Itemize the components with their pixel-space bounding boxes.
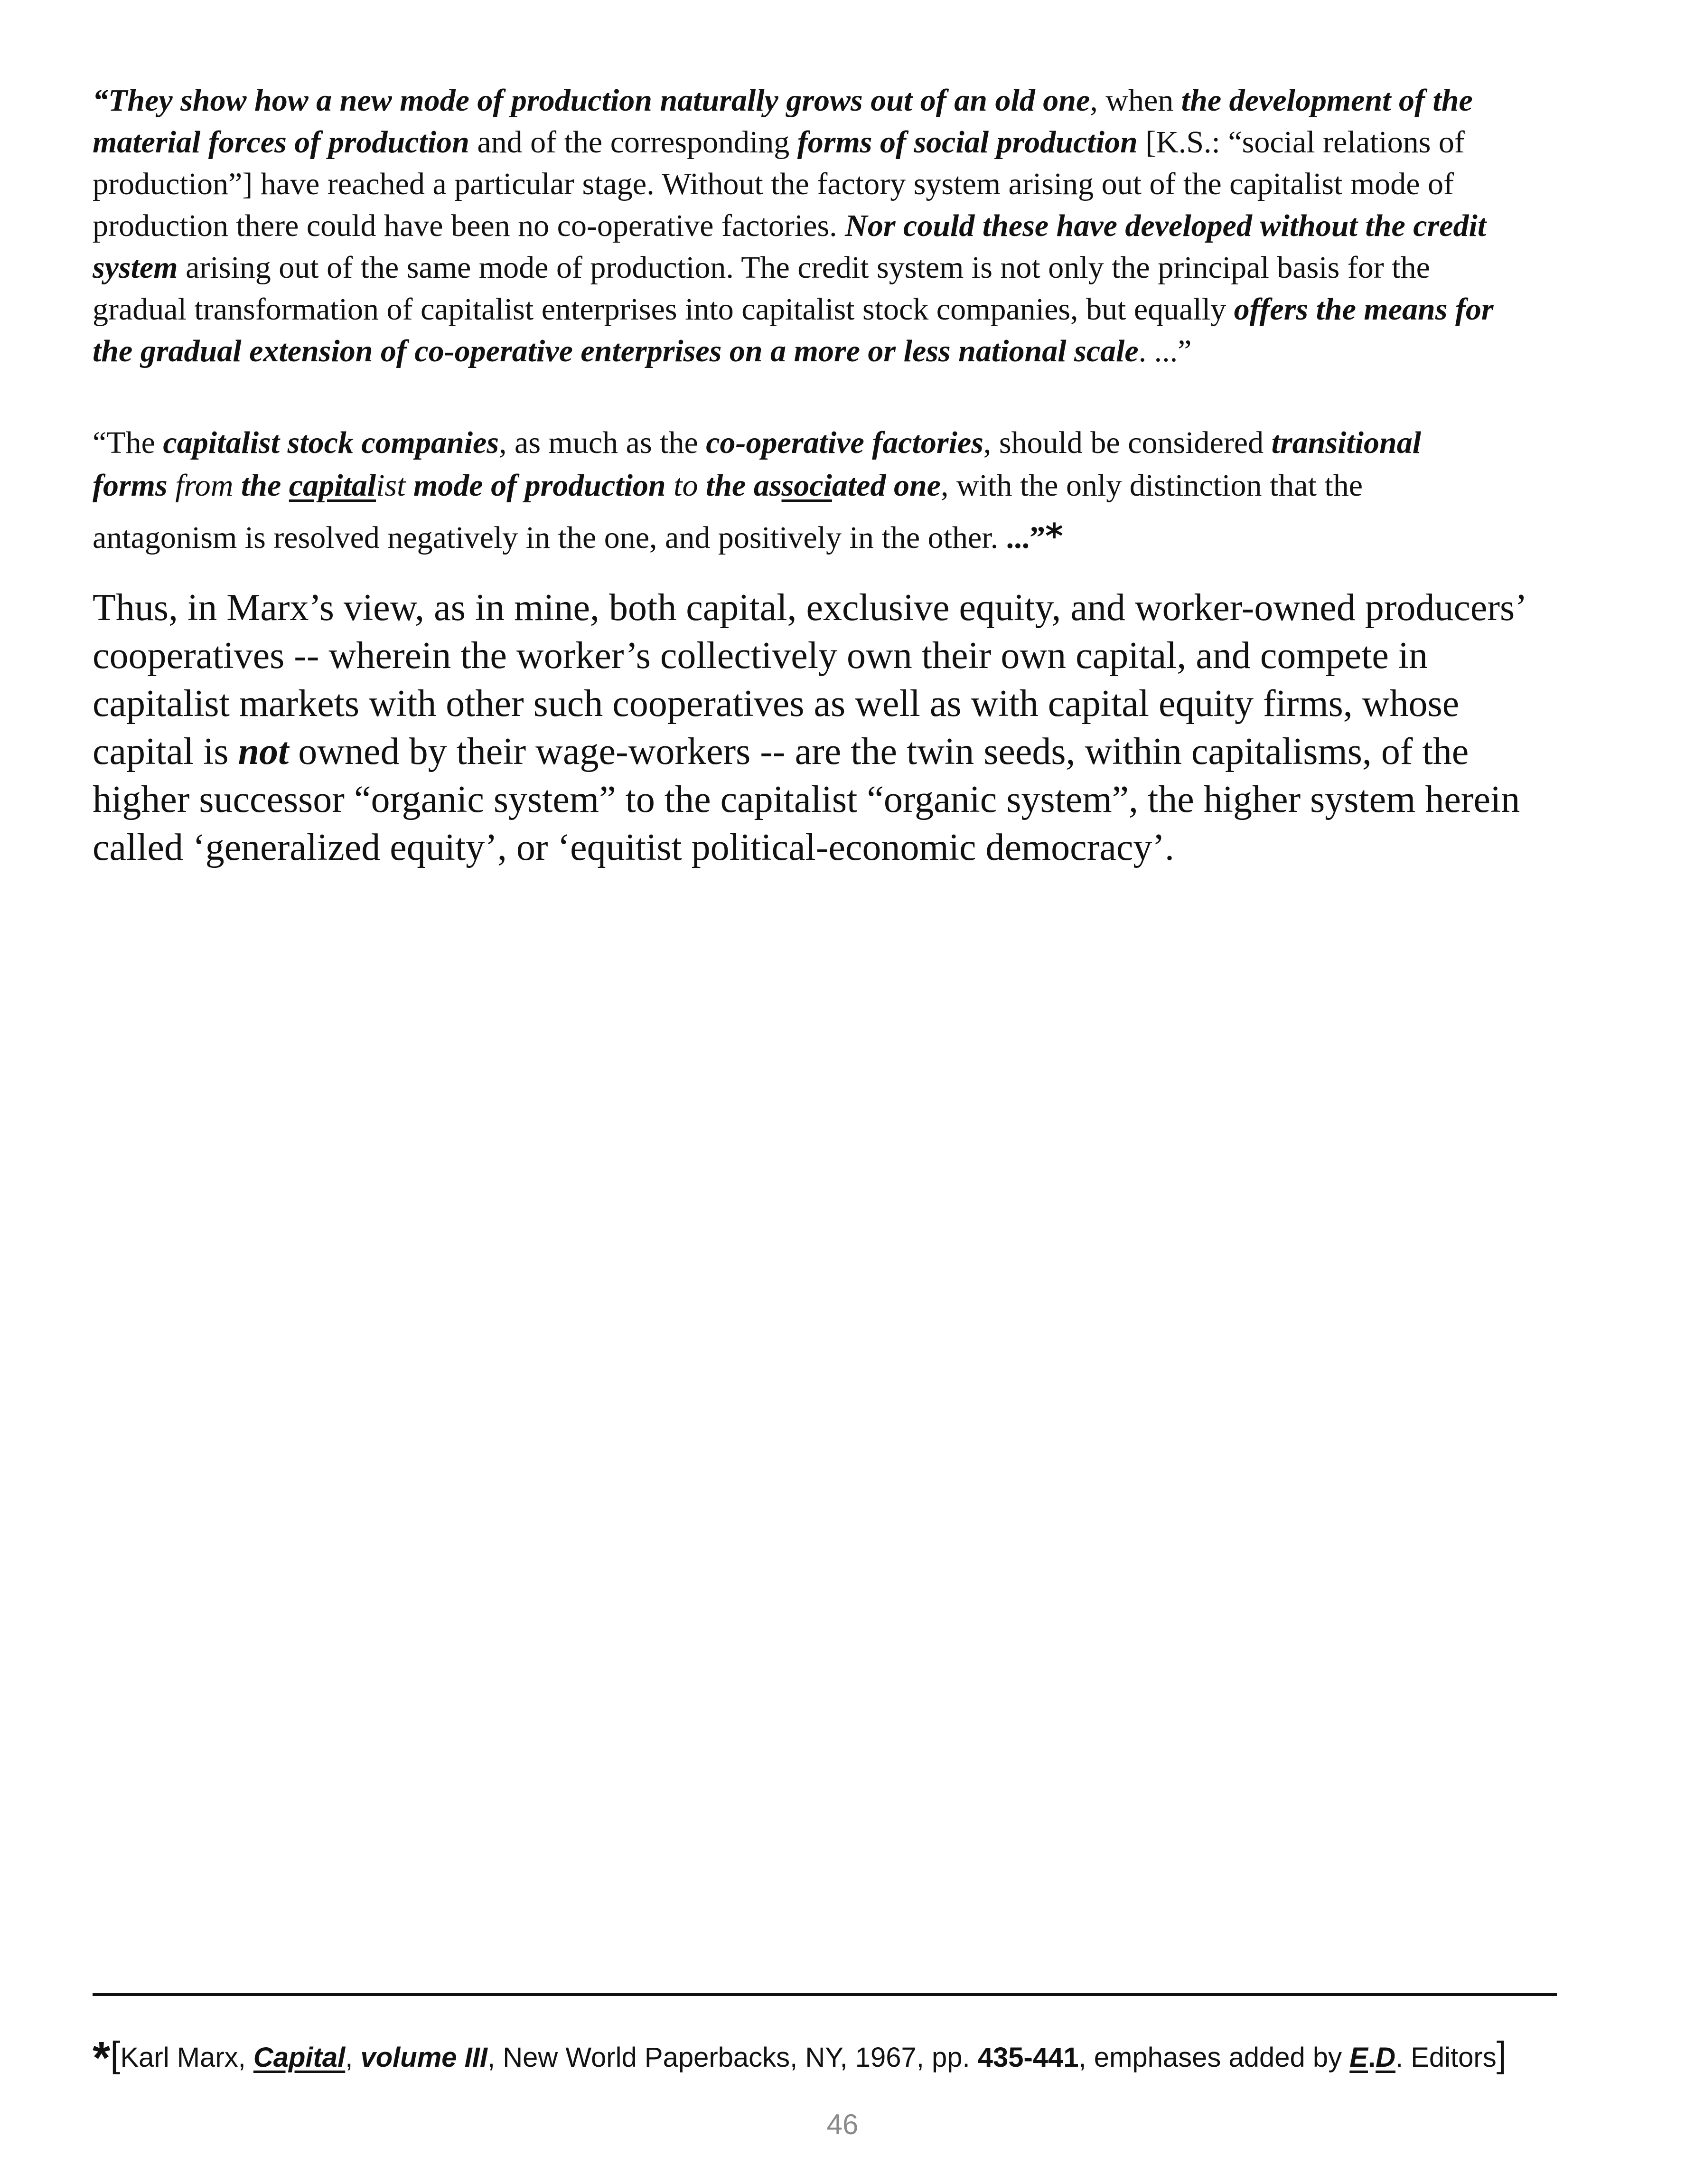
footnote-divider bbox=[93, 1993, 1557, 1996]
footnote-marker: * bbox=[1045, 516, 1063, 556]
body-paragraph bbox=[93, 584, 1621, 872]
paragraph-line-3: capitalist markets with other such cooperatives as well as with capital equity firms, whose bbox=[93, 683, 1460, 725]
quote1-line-4: production there could have been no co-operative factories. Nor could these have developed without the credit bbox=[93, 208, 1487, 243]
footnote: *[Karl Marx, Capital, volume III, New World Paperbacks, NY, 1967, pp. 435-441, emphases added by E.D. Editors] bbox=[93, 2033, 1507, 2083]
quote2-line-3: antagonism is resolved negatively in the one, and positively in the other. ...”* bbox=[93, 516, 1063, 556]
page-number: 46 bbox=[826, 2109, 859, 2140]
quote1-line-2: material forces of production and of the corresponding forms of social production [K.S.: “social relations of bbox=[93, 125, 1465, 160]
quote1-line-3: production”] have reached a particular stage. Without the factory system arising out of the capitalist mode of bbox=[93, 167, 1454, 201]
footnote-star: * bbox=[93, 2033, 111, 2083]
marx-quote-1 bbox=[93, 80, 1592, 372]
quote1-line-1: “They show how a new mode of production naturally grows out of an old one, when the development of the bbox=[93, 83, 1473, 118]
quote1-line-6: gradual transformation of capitalist enterprises into capitalist stock companies, but equally offers the means for bbox=[93, 292, 1494, 327]
quote2-line-1: “The capitalist stock companies, as much as the co-operative factories, should be considered transitional bbox=[93, 425, 1422, 460]
marx-quote-2 bbox=[93, 422, 1592, 559]
quote1-line-7: the gradual extension of co-operative enterprises on a more or less national scale. ...” bbox=[93, 334, 1192, 368]
paragraph-line-1: Thus, in Marx’s view, as in mine, both capital, exclusive equity, and worker-owned producers’ bbox=[93, 587, 1527, 629]
paragraph-line-5: higher successor “organic system” to the capitalist “organic system”, the higher system herein bbox=[93, 779, 1520, 820]
paragraph-line-6: called ‘generalized equity’, or ‘equitist political-economic democracy’. bbox=[93, 827, 1174, 868]
paragraph-line-4: capital is not owned by their wage-workers -- are the twin seeds, within capitalisms, of the bbox=[93, 731, 1469, 772]
paragraph-line-2: cooperatives -- wherein the worker’s collectively own their own capital, and compete in bbox=[93, 635, 1428, 677]
quote2-line-2: forms from the capitalist mode of production to the associated one, with the only distinction that the bbox=[93, 468, 1363, 503]
quote1-line-5: system arising out of the same mode of production. The credit system is not only the principal basis for the bbox=[93, 250, 1430, 285]
